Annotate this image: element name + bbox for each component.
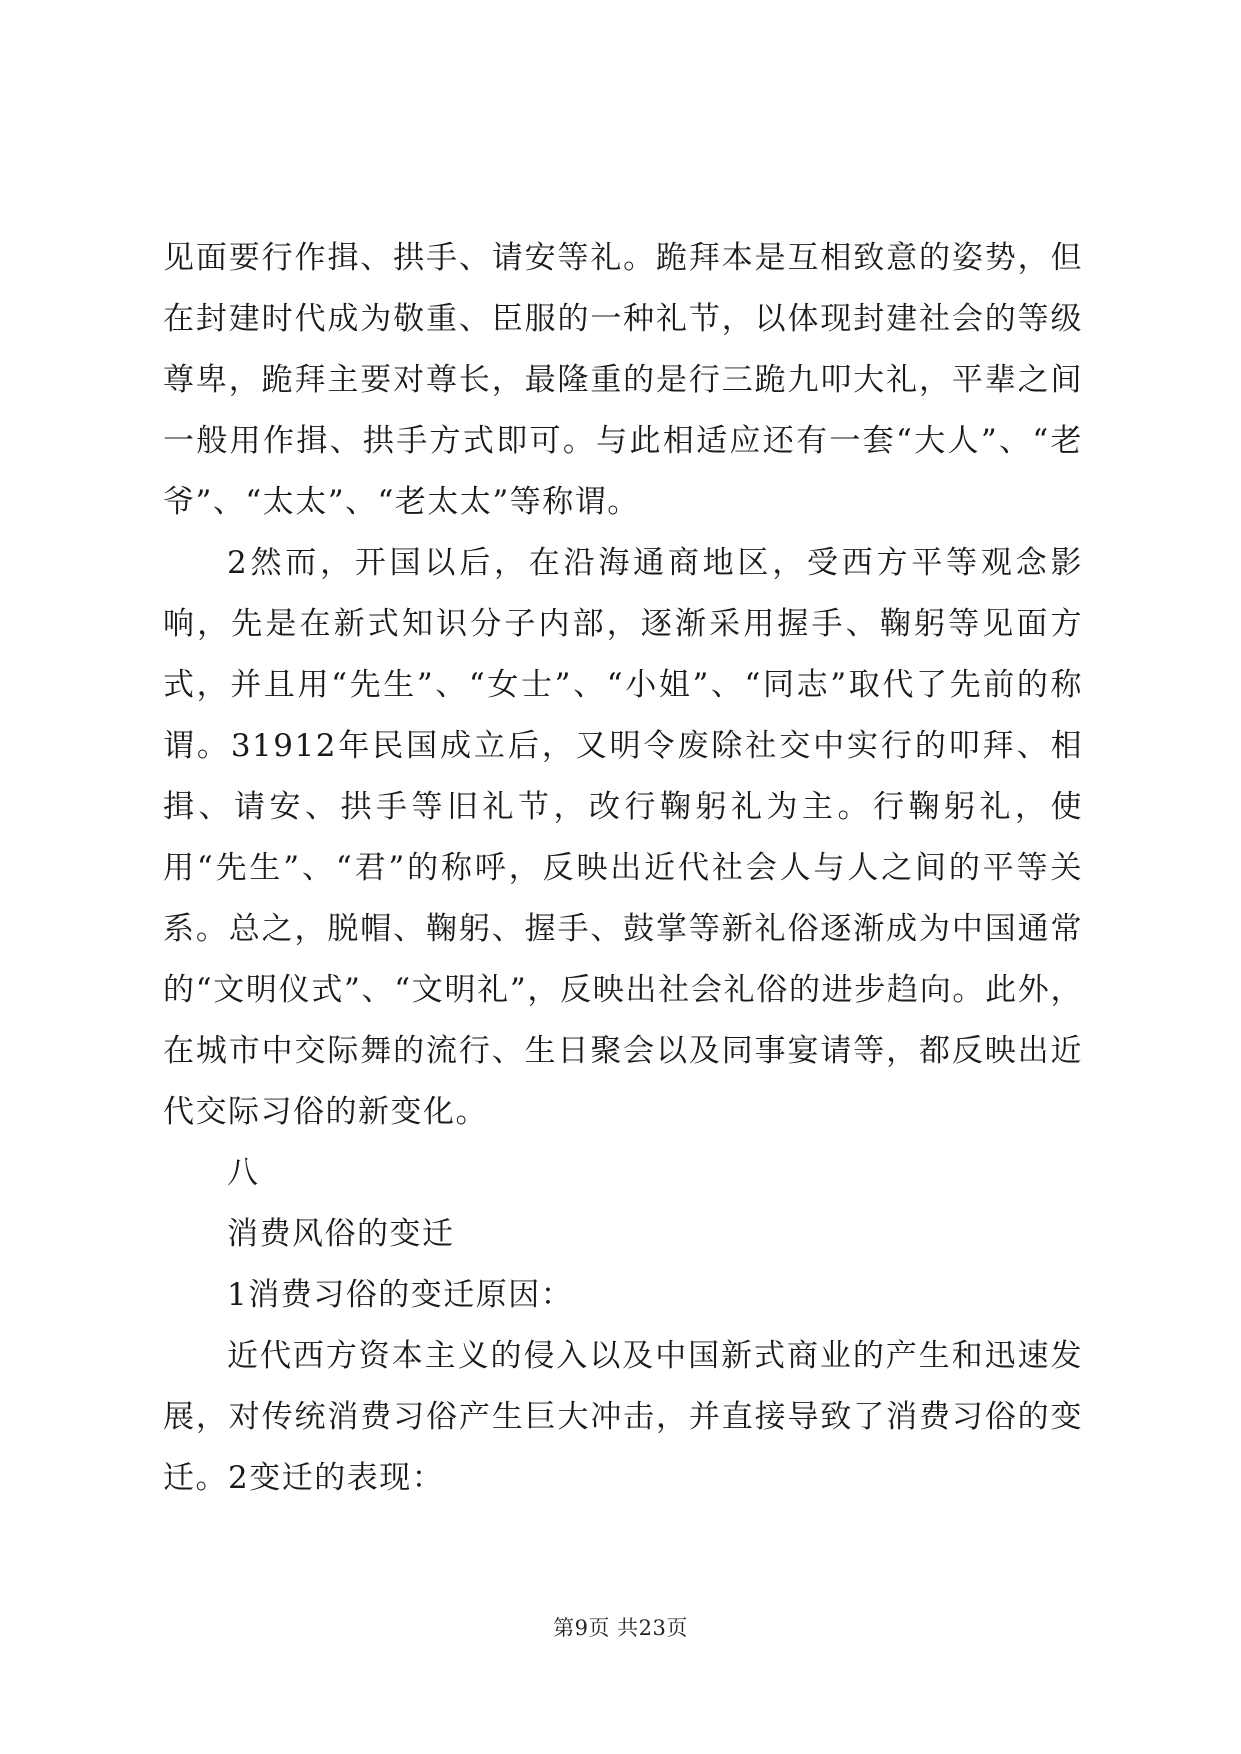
document-body (163, 228, 1083, 1509)
subheading-causes: 1消费习俗的变迁原因： (227, 1277, 574, 1313)
section-number: 八 (227, 1155, 260, 1191)
section-heading: 消费风俗的变迁 (227, 1216, 455, 1252)
paragraph-etiquette-traditional: 见面要行作揖、拱手、请安等礼。跪拜本是互相致意的姿势，但在封建时代成为敬重、臣服的一种礼节，以体现封建社会的等级尊卑，跪拜主要对尊长，最隆重的是行三跪九叩大礼，平辈之间一般用作揖、拱手方式即可。与此相适应还有一套“大人”、“老爷”、“太太”、“老太太”等称谓。 (163, 240, 1083, 520)
page-number-footer: 第9页 共23页 (553, 1616, 688, 1640)
paragraph-consumption-change: 近代西方资本主义的侵入以及中国新式商业的产生和迅速发展，对传统消费习俗产生巨大冲击，并直接导致了消费习俗的变迁。2变迁的表现： (163, 1338, 1083, 1496)
paragraph-etiquette-modern: 2然而，开国以后，在沿海通商地区，受西方平等观念影响，先是在新式知识分子内部，逐渐采用握手、鞠躬等见面方式，并且用“先生”、“女士”、“小姐”、“同志”取代了先前的称谓。31912年民国成立后，又明令废除社交中实行的叩拜、相揖、请安、拱手等旧礼节，改行鞠躬礼为主。行鞠躬礼，使用“先生”、“君”的称呼，反映出近代社会人与人之间的平等关系。总之，脱帽、鞠躬、握手、鼓掌等新礼俗逐渐成为中国通常的“文明仪式”、“文明礼”，反映出社会礼俗的进步趋向。此外，在城市中交际舞的流行、生日聚会以及同事宴请等，都反映出近代交际习俗的新变化。 (163, 545, 1083, 1130)
